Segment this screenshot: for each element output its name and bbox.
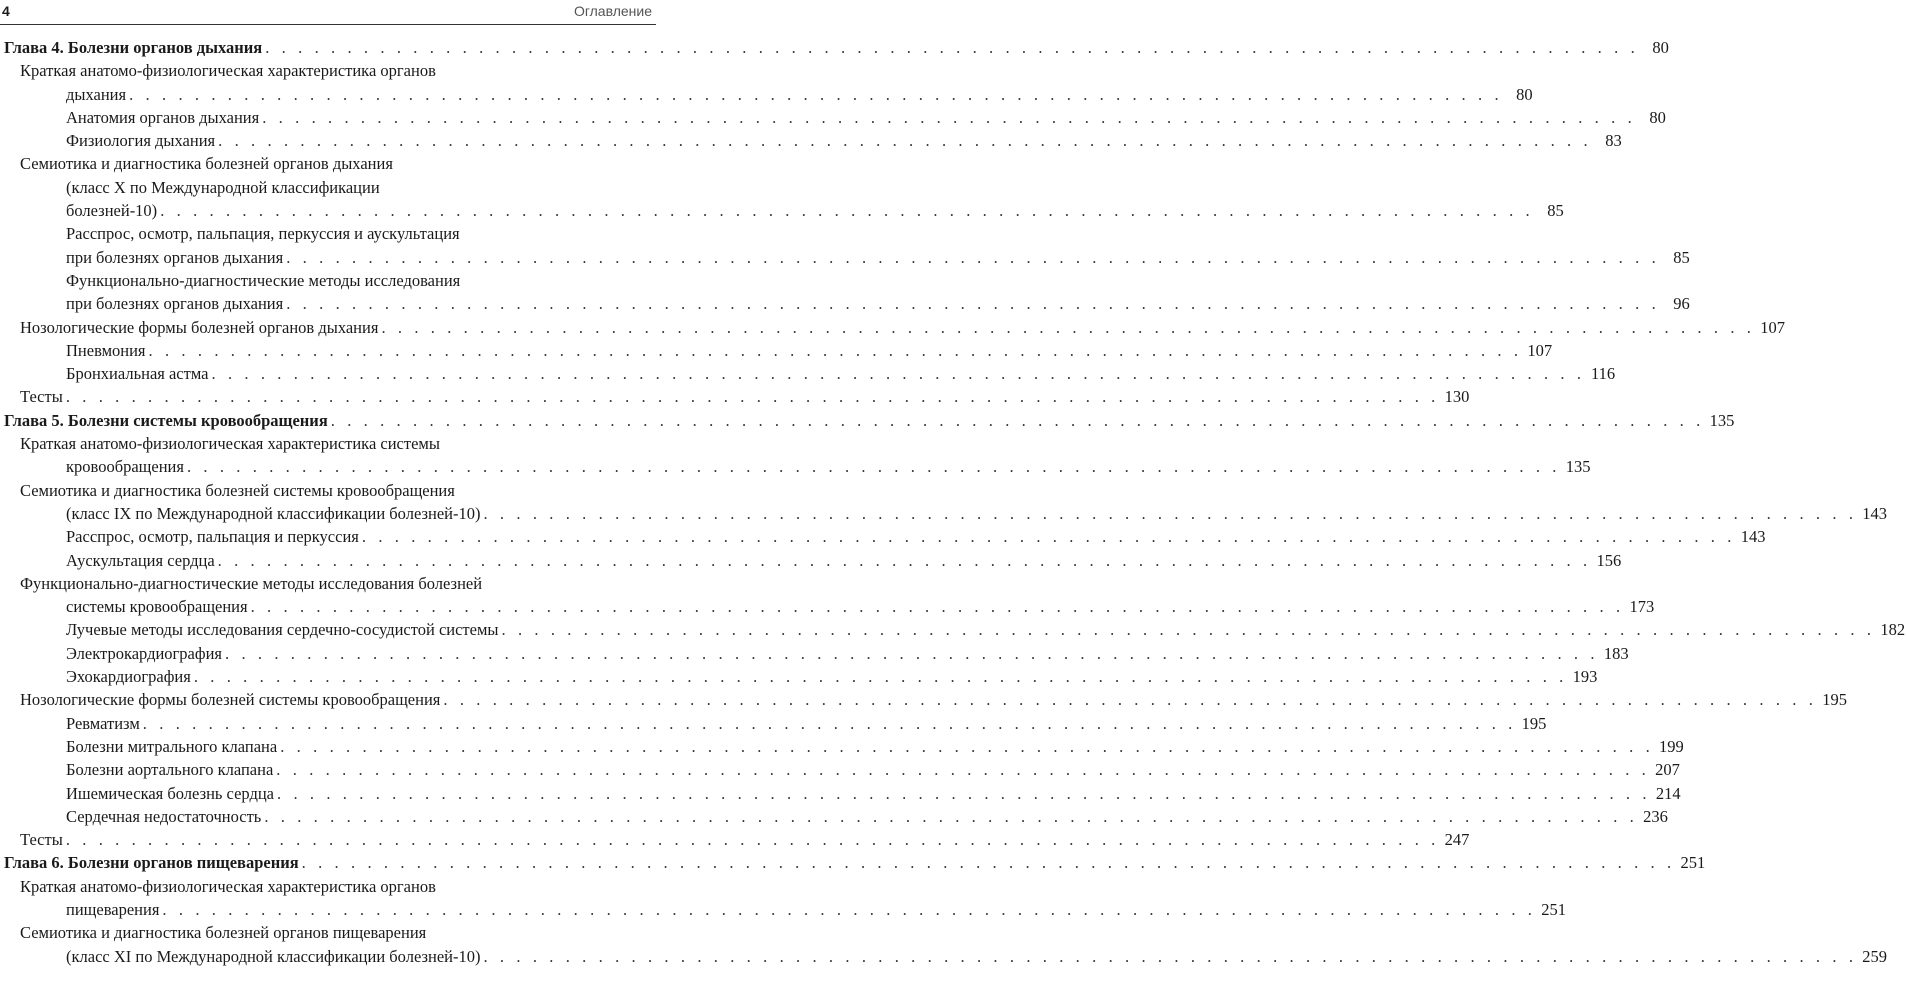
dot-leader: . . . . . . . . . . . . . . . . . . . . . . . . . . . . . . . . . . . . . . . . . . . . . . . . . . . . . . . . . . . . . . . . . . . . . . . . . . . . . . . . . . . . — [193, 667, 1568, 687]
toc-line — [0, 455, 1591, 478]
toc-entry-title: Ревматизм — [66, 713, 140, 733]
toc-line — [0, 59, 656, 82]
toc-page-number: 107 — [1760, 317, 1786, 337]
toc-entry-title: (класс IX по Международной классификации болезней-10) — [66, 503, 481, 523]
toc-line — [0, 549, 1622, 572]
toc-entry-title: болезней-10) — [66, 201, 158, 221]
toc-entry[interactable] — [0, 59, 1533, 106]
toc-line — [0, 828, 1470, 851]
dot-leader: . . . . . . . . . . . . . . . . . . . . . . . . . . . . . . . . . . . . . . . . . . . . . . . . . . . . . . . . . . . . . . . . . . . . . . . . . . . . . . . . . . . . — [277, 783, 1651, 803]
toc-line — [0, 642, 1629, 665]
toc-line — [0, 525, 1766, 548]
toc-entry-title: Нозологические формы болезней органов дыхания — [20, 317, 379, 337]
toc-page-number: 183 — [1603, 643, 1629, 663]
dot-leader: . . . . . . . . . . . . . . . . . . . . . . . . . . . . . . . . . . . . . . . . . . . . . . . . . . . . . . . . . . . . . . . . . . . . . . . . . . . . . . . . . . . . — [65, 830, 1440, 850]
dot-leader: . . . . . . . . . . . . . . . . . . . . . . . . . . . . . . . . . . . . . . . . . . . . . . . . . . . . . . . . . . . . . . . . . . . . . . . . . . . . . . . . . . . . — [217, 550, 1592, 570]
dot-leader: . . . . . . . . . . . . . . . . . . . . . . . . . . . . . . . . . . . . . . . . . . . . . . . . . . . . . . . . . . . . . . . . . . . . . . . . . . . . . . . . . . . . — [501, 620, 1876, 640]
toc-line — [0, 735, 1684, 758]
toc-entry[interactable] — [0, 362, 1616, 385]
toc-line — [0, 945, 1888, 968]
dot-leader: . . . . . . . . . . . . . . . . . . . . . . . . . . . . . . . . . . . . . . . . . . . . . . . . . . . . . . . . . . . . . . . . . . . . . . . . . . . . . . . . . . . . — [265, 38, 1639, 57]
page-number: 4 — [2, 3, 10, 19]
dot-leader: . . . . . . . . . . . . . . . . . . . . . . . . . . . . . . . . . . . . . . . . . . . . . . . . . . . . . . . . . . . . . . . . . . . . . . . . . . . . . . . . . . . . — [225, 643, 1599, 663]
toc-entry[interactable] — [0, 665, 1598, 688]
toc-line — [0, 851, 1706, 874]
toc-line — [0, 385, 1470, 408]
toc-entry[interactable] — [0, 222, 1690, 269]
toc-entry-title: Глава 5. Болезни системы кровообращения — [4, 410, 328, 430]
toc-line — [0, 595, 1655, 618]
dot-leader: . . . . . . . . . . . . . . . . . . . . . . . . . . . . . . . . . . . . . . . . . . . . . . . . . . . . . . . . . . . . . . . . . . . . . . . . . . . . . . . . . . . . — [162, 899, 1536, 919]
toc-entry-title: Сердечная недостаточность — [66, 806, 262, 826]
toc-entry[interactable] — [0, 339, 1553, 362]
toc-entry-title: Тесты — [20, 830, 63, 850]
dot-leader: . . . . . . . . . . . . . . . . . . . . . . . . . . . . . . . . . . . . . . . . . . . . . . . . . . . . . . . . . . . . . . . . . . . . . . . . . . . . . . . . . . . . — [276, 760, 1650, 780]
toc-page-number: 135 — [1709, 410, 1735, 430]
toc-page-number: 207 — [1655, 760, 1680, 780]
toc-page-number: 135 — [1565, 457, 1591, 477]
toc-line — [0, 758, 1680, 781]
toc-entry[interactable] — [0, 805, 1668, 828]
toc-entry-title: Эхокардиография — [66, 667, 191, 687]
toc-page-number: 259 — [1862, 946, 1888, 966]
toc-page-number: 80 — [1652, 38, 1669, 57]
toc-entry[interactable] — [0, 758, 1680, 781]
toc-line — [0, 572, 656, 595]
toc-entry[interactable] — [0, 572, 1655, 619]
toc-entry-title: Бронхиальная астма — [66, 364, 209, 384]
toc-entry[interactable] — [0, 36, 1669, 59]
toc-entry-title: при болезнях органов дыхания — [66, 294, 284, 314]
toc-page-number: 236 — [1643, 806, 1668, 826]
toc-line — [0, 898, 1566, 921]
toc-entry[interactable] — [0, 875, 1566, 922]
toc-entry-title: (класс XI по Международной классификации болезней-10) — [66, 946, 481, 966]
toc-entry[interactable] — [0, 549, 1622, 572]
dot-leader: . . . . . . . . . . . . . . . . . . . . . . . . . . . . . . . . . . . . . . . . . . . . . . . . . . . . . . . . . . . . . . . . . . . . . . . . . . . . . . . . . . . . — [129, 84, 1503, 104]
toc-page-number: 116 — [1590, 364, 1616, 384]
toc-page-number: 182 — [1880, 620, 1906, 640]
dot-leader: . . . . . . . . . . . . . . . . . . . . . . . . . . . . . . . . . . . . . . . . . . . . . . . . . . . . . . . . . . . . . . . . . . . . . . . . . . . . . . . . . . . . — [160, 201, 1534, 221]
toc-line — [0, 409, 1735, 432]
toc-entry[interactable] — [0, 642, 1629, 665]
toc-entry-title: Нозологические формы болезней системы кровообращения — [20, 690, 441, 710]
toc-entry-title: системы кровообращения — [66, 597, 248, 617]
toc-page-number: 143 — [1740, 527, 1766, 547]
toc-page-number: 143 — [1862, 503, 1888, 523]
toc-entry[interactable] — [0, 735, 1684, 758]
toc-line — [0, 805, 1668, 828]
toc-line — [0, 339, 1553, 362]
toc-line — [0, 222, 656, 245]
dot-leader: . . . . . . . . . . . . . . . . . . . . . . . . . . . . . . . . . . . . . . . . . . . . . . . . . . . . . . . . . . . . . . . . . . . . . . . . . . . . . . . . . . . . — [142, 713, 1517, 733]
toc-entry-title: Аускультация сердца — [66, 550, 215, 570]
toc-entry[interactable] — [0, 152, 1564, 222]
toc-page-number: 80 — [1649, 107, 1666, 127]
dot-leader: . . . . . . . . . . . . . . . . . . . . . . . . . . . . . . . . . . . . . . . . . . . . . . . . . . . . . . . . . . . . . . . . . . . . . . . . . . . . . . . . . . . . — [483, 503, 1858, 523]
toc-line — [0, 292, 1690, 315]
toc-entry-title: Расспрос, осмотр, пальпация, перкуссия и аускультация — [66, 224, 460, 244]
dot-leader: . . . . . . . . . . . . . . . . . . . . . . . . . . . . . . . . . . . . . . . . . . . . . . . . . . . . . . . . . . . . . . . . . . . . . . . . . . . . . . . . . . . . — [286, 247, 1660, 267]
toc-entry[interactable] — [0, 106, 1666, 129]
toc-line — [0, 246, 1690, 269]
toc-line — [0, 36, 1669, 59]
toc-entry[interactable] — [0, 525, 1766, 548]
dot-leader: . . . . . . . . . . . . . . . . . . . . . . . . . . . . . . . . . . . . . . . . . . . . . . . . . . . . . . . . . . . . . . . . . . . . . . . . . . . . . . . . . . . . — [330, 410, 1705, 430]
toc-entry-title: при болезнях органов дыхания — [66, 247, 284, 267]
toc-entry[interactable] — [0, 712, 1547, 735]
dot-leader: . . . . . . . . . . . . . . . . . . . . . . . . . . . . . . . . . . . . . . . . . . . . . . . . . . . . . . . . . . . . . . . . . . . . . . . . . . . . . . . . . . . . — [250, 597, 1625, 617]
dot-leader: . . . . . . . . . . . . . . . . . . . . . . . . . . . . . . . . . . . . . . . . . . . . . . . . . . . . . . . . . . . . . . . . . . . . . . . . . . . . . . . . . . . . — [286, 294, 1660, 314]
toc-entry-title: Электрокардиография — [66, 643, 222, 663]
toc-entry[interactable] — [0, 851, 1706, 874]
toc-page-number: 251 — [1680, 853, 1706, 873]
toc-entry-title: (класс X по Международной классификации — [66, 177, 380, 197]
toc-entry-title: Семиотика и диагностика болезней органов пищеварения — [20, 923, 427, 943]
toc-page-number: 156 — [1596, 550, 1622, 570]
dot-leader: . . . . . . . . . . . . . . . . . . . . . . . . . . . . . . . . . . . . . . . . . . . . . . . . . . . . . . . . . . . . . . . . . . . . . . . . . . . . . . . . . . . . — [211, 364, 1586, 384]
toc-entry-title: кровообращения — [66, 457, 184, 477]
dot-leader: . . . . . . . . . . . . . . . . . . . . . . . . . . . . . . . . . . . . . . . . . . . . . . . . . . . . . . . . . . . . . . . . . . . . . . . . . . . . . . . . . . . . — [381, 317, 1756, 337]
toc-page-number: 251 — [1541, 899, 1566, 919]
toc-line — [0, 362, 1616, 385]
toc-page-number: 85 — [1547, 201, 1564, 221]
toc-page-number: 247 — [1444, 830, 1470, 850]
toc-entry-title: Пневмония — [66, 340, 146, 360]
toc-entry-title: Расспрос, осмотр, пальпация и перкуссия — [66, 527, 359, 547]
toc-line — [0, 152, 656, 175]
toc-line — [0, 106, 1666, 129]
toc-entry-title: Анатомия органов дыхания — [66, 107, 260, 127]
dot-leader: . . . . . . . . . . . . . . . . . . . . . . . . . . . . . . . . . . . . . . . . . . . . . . . . . . . . . . . . . . . . . . . . . . . . . . . . . . . . . . . . . . . . — [148, 340, 1523, 360]
toc-page-number: 96 — [1673, 294, 1690, 314]
toc-entry-title: Болезни митрального клапана — [66, 736, 278, 756]
toc-line — [0, 129, 1622, 152]
toc-entry[interactable] — [0, 688, 1847, 711]
toc-entry-title: Глава 4. Болезни органов дыхания — [4, 38, 263, 57]
toc-entry[interactable] — [0, 828, 1470, 851]
dot-leader: . . . . . . . . . . . . . . . . . . . . . . . . . . . . . . . . . . . . . . . . . . . . . . . . . . . . . . . . . . . . . . . . . . . . . . . . . . . . . . . . . . . . — [443, 690, 1817, 710]
toc-page-number: 199 — [1659, 736, 1684, 756]
toc-line — [0, 199, 1564, 222]
running-head — [0, 0, 656, 26]
toc-line — [0, 479, 656, 502]
toc-page-number: 85 — [1673, 247, 1690, 267]
toc-entry-title: пищеварения — [66, 899, 160, 919]
toc-entry[interactable] — [0, 269, 1690, 316]
dot-leader: . . . . . . . . . . . . . . . . . . . . . . . . . . . . . . . . . . . . . . . . . . . . . . . . . . . . . . . . . . . . . . . . . . . . . . . . . . . . . . . . . . . . — [218, 131, 1592, 151]
toc-entry[interactable] — [0, 432, 1591, 479]
toc-line — [0, 782, 1681, 805]
toc-entry-title: Физиология дыхания — [66, 131, 216, 151]
toc-entry[interactable] — [0, 316, 1786, 339]
toc-entry-title: Краткая анатомо-физиологическая характеристика органов — [20, 61, 436, 81]
dot-leader: . . . . . . . . . . . . . . . . . . . . . . . . . . . . . . . . . . . . . . . . . . . . . . . . . . . . . . . . . . . . . . . . . . . . . . . . . . . . . . . . . . . . — [186, 457, 1561, 477]
toc-entry-title: Ишемическая болезнь сердца — [66, 783, 274, 803]
toc-entry-title: дыхания — [66, 84, 127, 104]
running-title: Оглавление — [573, 3, 652, 19]
toc-page-number: 83 — [1605, 131, 1622, 151]
toc-entry-title: Глава 6. Болезни органов пищеварения — [4, 853, 299, 873]
toc-line — [0, 269, 656, 292]
toc-entry-title: Функционально-диагностические методы исследования болезней — [20, 573, 483, 593]
dot-leader: . . . . . . . . . . . . . . . . . . . . . . . . . . . . . . . . . . . . . . . . . . . . . . . . . . . . . . . . . . . . . . . . . . . . . . . . . . . . . . . . . . . . — [361, 527, 1736, 547]
header-rule — [0, 24, 656, 25]
toc-entry-title: Семиотика и диагностика болезней системы кровообращения — [20, 480, 455, 500]
toc-line — [0, 665, 1598, 688]
toc-page-number: 80 — [1516, 84, 1533, 104]
toc-page-number: 173 — [1629, 597, 1655, 617]
toc-entry-title: Лучевые методы исследования сердечно-сосудистой системы — [66, 620, 499, 640]
toc-entry[interactable] — [0, 385, 1470, 408]
table-of-contents — [0, 36, 1906, 968]
toc-page-number: 195 — [1822, 690, 1847, 710]
toc-page-number: 130 — [1444, 387, 1470, 407]
toc-entry-title: Функционально-диагностические методы исследования — [66, 270, 461, 290]
toc-entry[interactable] — [0, 409, 1735, 432]
toc-line — [0, 176, 656, 199]
dot-leader: . . . . . . . . . . . . . . . . . . . . . . . . . . . . . . . . . . . . . . . . . . . . . . . . . . . . . . . . . . . . . . . . . . . . . . . . . . . . . . . . . . . . — [262, 107, 1636, 127]
toc-page-number: 214 — [1655, 783, 1681, 803]
toc-line — [0, 712, 1547, 735]
toc-entry[interactable] — [0, 129, 1622, 152]
toc-entry[interactable] — [0, 479, 1888, 526]
toc-entry[interactable] — [0, 618, 1906, 641]
toc-entry[interactable] — [0, 782, 1681, 805]
dot-leader: . . . . . . . . . . . . . . . . . . . . . . . . . . . . . . . . . . . . . . . . . . . . . . . . . . . . . . . . . . . . . . . . . . . . . . . . . . . . . . . . . . . . — [264, 806, 1638, 826]
toc-page-number: 195 — [1521, 713, 1547, 733]
toc-line — [0, 688, 1847, 711]
toc-line — [0, 502, 1888, 525]
toc-line — [0, 83, 1533, 106]
toc-page-number: 193 — [1572, 667, 1598, 687]
toc-page-number: 107 — [1527, 340, 1553, 360]
toc-entry-title: Семиотика и диагностика болезней органов дыхания — [20, 154, 393, 174]
toc-line — [0, 618, 1906, 641]
toc-entry-title: Болезни аортального клапана — [66, 760, 274, 780]
toc-line — [0, 921, 656, 944]
toc-entry-title: Тесты — [20, 387, 63, 407]
toc-line — [0, 875, 656, 898]
toc-line — [0, 316, 1786, 339]
dot-leader: . . . . . . . . . . . . . . . . . . . . . . . . . . . . . . . . . . . . . . . . . . . . . . . . . . . . . . . . . . . . . . . . . . . . . . . . . . . . . . . . . . . . — [65, 387, 1440, 407]
toc-line — [0, 432, 656, 455]
toc-entry-title: Краткая анатомо-физиологическая характеристика системы — [20, 434, 440, 454]
toc-entry-title: Краткая анатомо-физиологическая характеристика органов — [20, 876, 436, 896]
toc-entry[interactable] — [0, 921, 1888, 968]
dot-leader: . . . . . . . . . . . . . . . . . . . . . . . . . . . . . . . . . . . . . . . . . . . . . . . . . . . . . . . . . . . . . . . . . . . . . . . . . . . . . . . . . . . . — [280, 736, 1654, 756]
dot-leader: . . . . . . . . . . . . . . . . . . . . . . . . . . . . . . . . . . . . . . . . . . . . . . . . . . . . . . . . . . . . . . . . . . . . . . . . . . . . . . . . . . . . — [301, 853, 1676, 873]
dot-leader: . . . . . . . . . . . . . . . . . . . . . . . . . . . . . . . . . . . . . . . . . . . . . . . . . . . . . . . . . . . . . . . . . . . . . . . . . . . . . . . . . . . . — [483, 946, 1858, 966]
